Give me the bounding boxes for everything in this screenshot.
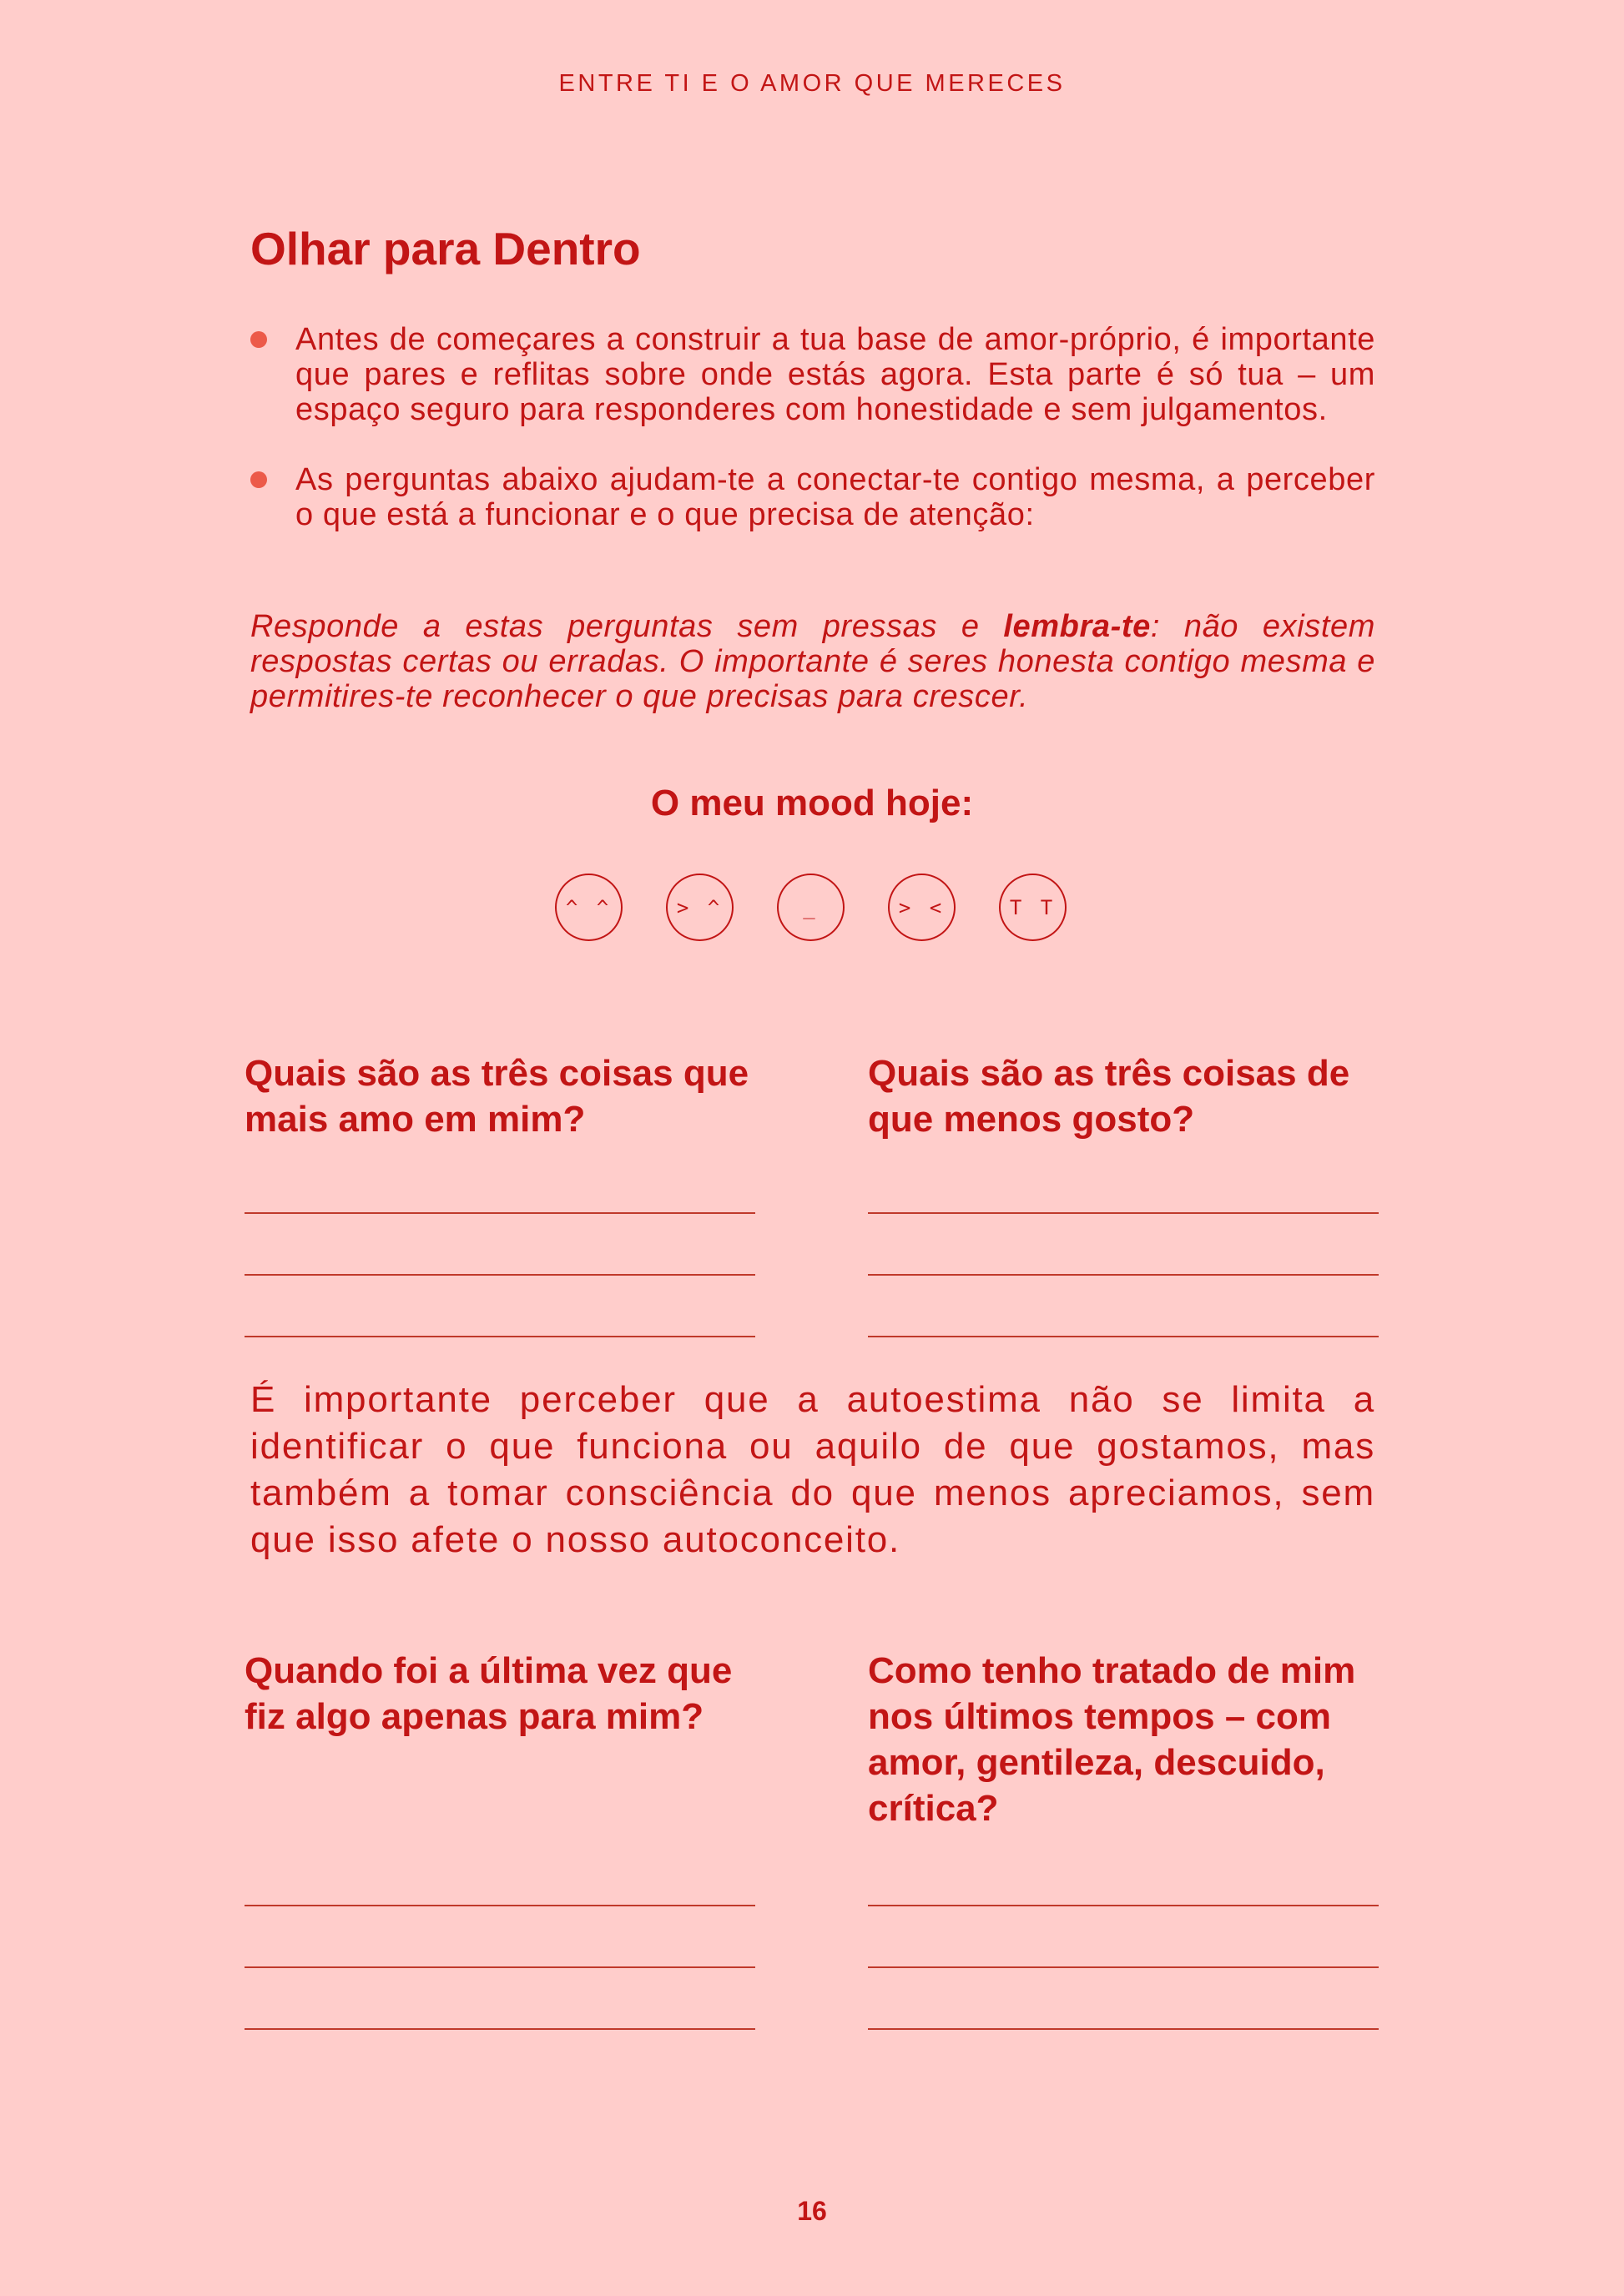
page-number: 16 [797,2196,827,2226]
question-most-loved: Quais são as três coisas que mais amo em mim? [245,1053,749,1140]
intro-bullet-list [250,322,1375,567]
mood-neutral-icon[interactable]: _ [777,874,845,941]
question-self-treatment: Como tenho tratado de mim nos últimos tempos – com amor, gentileza, descuido, crítica? [868,1650,1356,1829]
note-text-end: : não existem respostas certas ou erradas. O importante é seres honesta contigo mesma e permitires-te reconhecer o que precisas para crescer. [250,609,1375,714]
bullet-item [250,322,1375,427]
answer-line[interactable] [245,1905,755,1906]
mood-playful-icon[interactable]: > ^ [666,874,734,941]
question-last-time-for-me: Quando foi a última vez que fiz algo apenas para mim? [245,1650,733,1737]
mood-selector [555,874,1069,945]
note-emphasis: lembra-te [1003,609,1151,644]
answer-line[interactable] [868,2028,1379,2030]
bullet-text: As perguntas abaixo ajudam-te a conectar-te contigo mesma, a perceber o que está a funcionar e o que precisa de atenção: [295,462,1375,532]
running-title: ENTRE TI E O AMOR QUE MERECES [558,70,1066,97]
bullet-dot-icon [250,331,267,348]
section-title: Olhar para Dentro [250,223,641,274]
bullet-item [250,462,1375,532]
question-least-liked: Quais são as três coisas de que menos gosto? [868,1053,1350,1140]
answer-line[interactable] [868,1966,1379,1968]
answer-line[interactable] [245,1966,755,1968]
instruction-note [250,609,1375,714]
reflection-paragraph: É importante perceber que a autoestima não se limita a identificar o que funciona ou aquilo de que gostamos, mas também a tomar consciência do que menos apreciamos, sem que isso afete o nosso autoconceito. [250,1379,1375,1560]
answer-line[interactable] [245,2028,755,2030]
answer-line[interactable] [868,1905,1379,1906]
mood-happy-icon[interactable]: ^ ^ [555,874,623,941]
answer-line[interactable] [245,1274,755,1276]
answer-line[interactable] [868,1212,1379,1214]
bullet-text: Antes de começares a construir a tua base de amor-próprio, é importante que pares e reflitas sobre onde estás agora. Esta parte é só tua – um espaço seguro para responderes com honestidade e sem julgamentos. [295,322,1375,427]
answer-line[interactable] [245,1212,755,1214]
note-text-start: Responde a estas perguntas sem pressas e [250,609,1004,644]
mood-title: O meu mood hoje: [650,783,974,823]
bullet-dot-icon [250,471,267,488]
mood-sad-icon[interactable]: T T [999,874,1067,941]
mood-frustrated-icon[interactable]: > < [888,874,956,941]
answer-line[interactable] [245,1336,755,1337]
answer-line[interactable] [868,1336,1379,1337]
answer-line[interactable] [868,1274,1379,1276]
